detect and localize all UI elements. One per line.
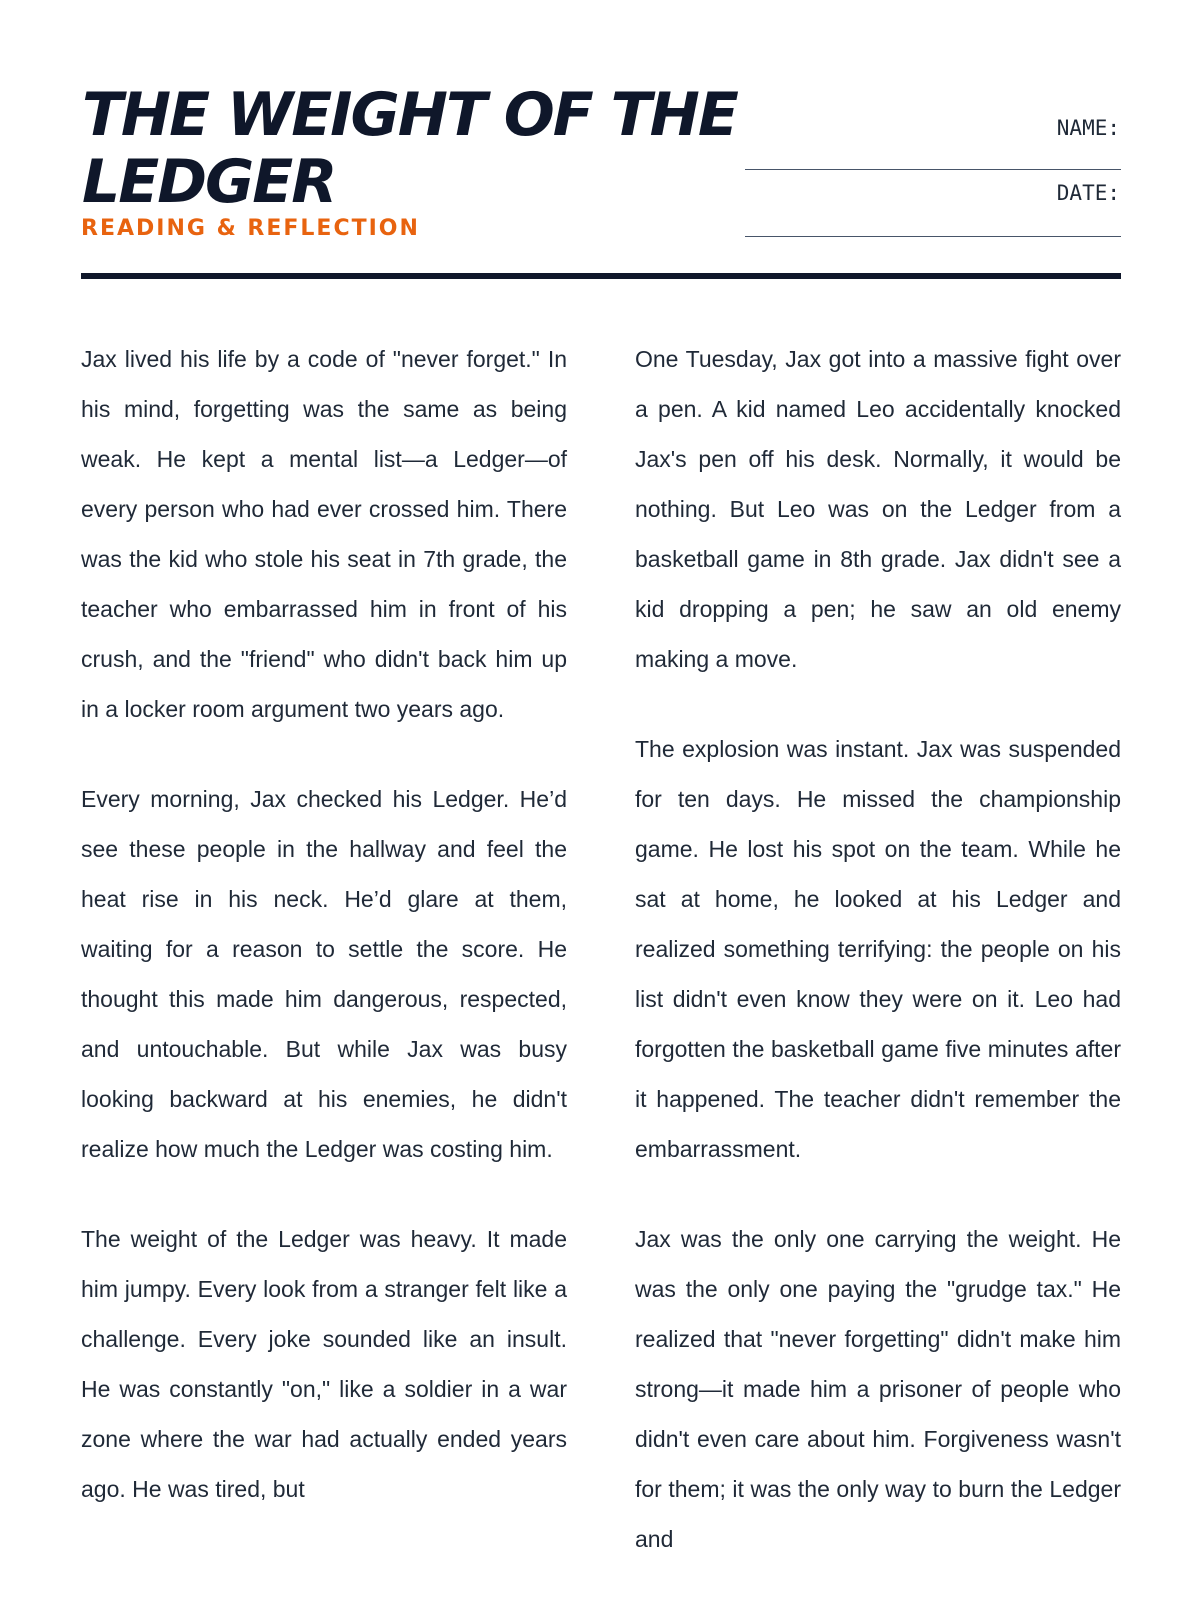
story-column-left xyxy=(81,334,567,1554)
name-blank-line[interactable] xyxy=(745,169,1121,170)
date-blank-line[interactable] xyxy=(745,236,1121,237)
story-paragraph: Jax lived his life by a code of "never forget." In his mind, forgetting was the same as being weak. He kept a mental list—a Ledger—of every person who had ever crossed him. There was the kid who stole his seat in 7th grade, the teacher who embarrassed him in front of his crush, and the "friend" who didn't back him up in a locker room argument two years ago. xyxy=(81,346,567,722)
story-paragraph: The weight of the Ledger was heavy. It made him jumpy. Every look from a stranger felt like a challenge. Every joke sounded like an insult. He was constantly "on," like a soldier in a war zone where the war had actually ended years ago. He was tired, but xyxy=(81,1226,567,1502)
story-paragraph: Jax was the only one carrying the weight. He was the only one paying the "grudge tax." He realized that "never forgetting" didn't make him strong—it made him a prisoner of people who didn't even care about him. Forgiveness wasn't for them; it was the only way to burn the Ledger and xyxy=(635,1226,1121,1552)
header-divider xyxy=(81,273,1121,279)
name-label: NAME: xyxy=(1056,116,1120,140)
story-paragraph: Every morning, Jax checked his Ledger. He’d see these people in the hallway and feel the heat rise in his neck. He’d glare at them, waiting for a reason to settle the score. He thought this made him dangerous, respected, and untouchable. But while Jax was busy looking backward at his enemies, he didn't realize how much the Ledger was costing him. xyxy=(81,786,567,1162)
story-column-right xyxy=(635,334,1121,1600)
story-paragraph: The explosion was instant. Jax was suspended for ten days. He missed the championship game. He lost his spot on the team. While he sat at home, he looked at his Ledger and realized something terrifying: the people on his list didn't even know they were on it. Leo had forgotten the basketball game five minutes after it happened. The teacher didn't remember the embarrassment. xyxy=(635,736,1121,1162)
date-label: DATE: xyxy=(1056,181,1120,205)
page-subtitle: READING & REFLECTION xyxy=(81,216,420,241)
story-paragraph: One Tuesday, Jax got into a massive fight over a pen. A kid named Leo accidentally knocked Jax's pen off his desk. Normally, it would be nothing. But Leo was on the Ledger from a basketball game in 8th grade. Jax didn't see a kid dropping a pen; he saw an old enemy making a move. xyxy=(635,346,1121,672)
page-title: THE WEIGHT OF THE LEDGER xyxy=(82,80,737,217)
